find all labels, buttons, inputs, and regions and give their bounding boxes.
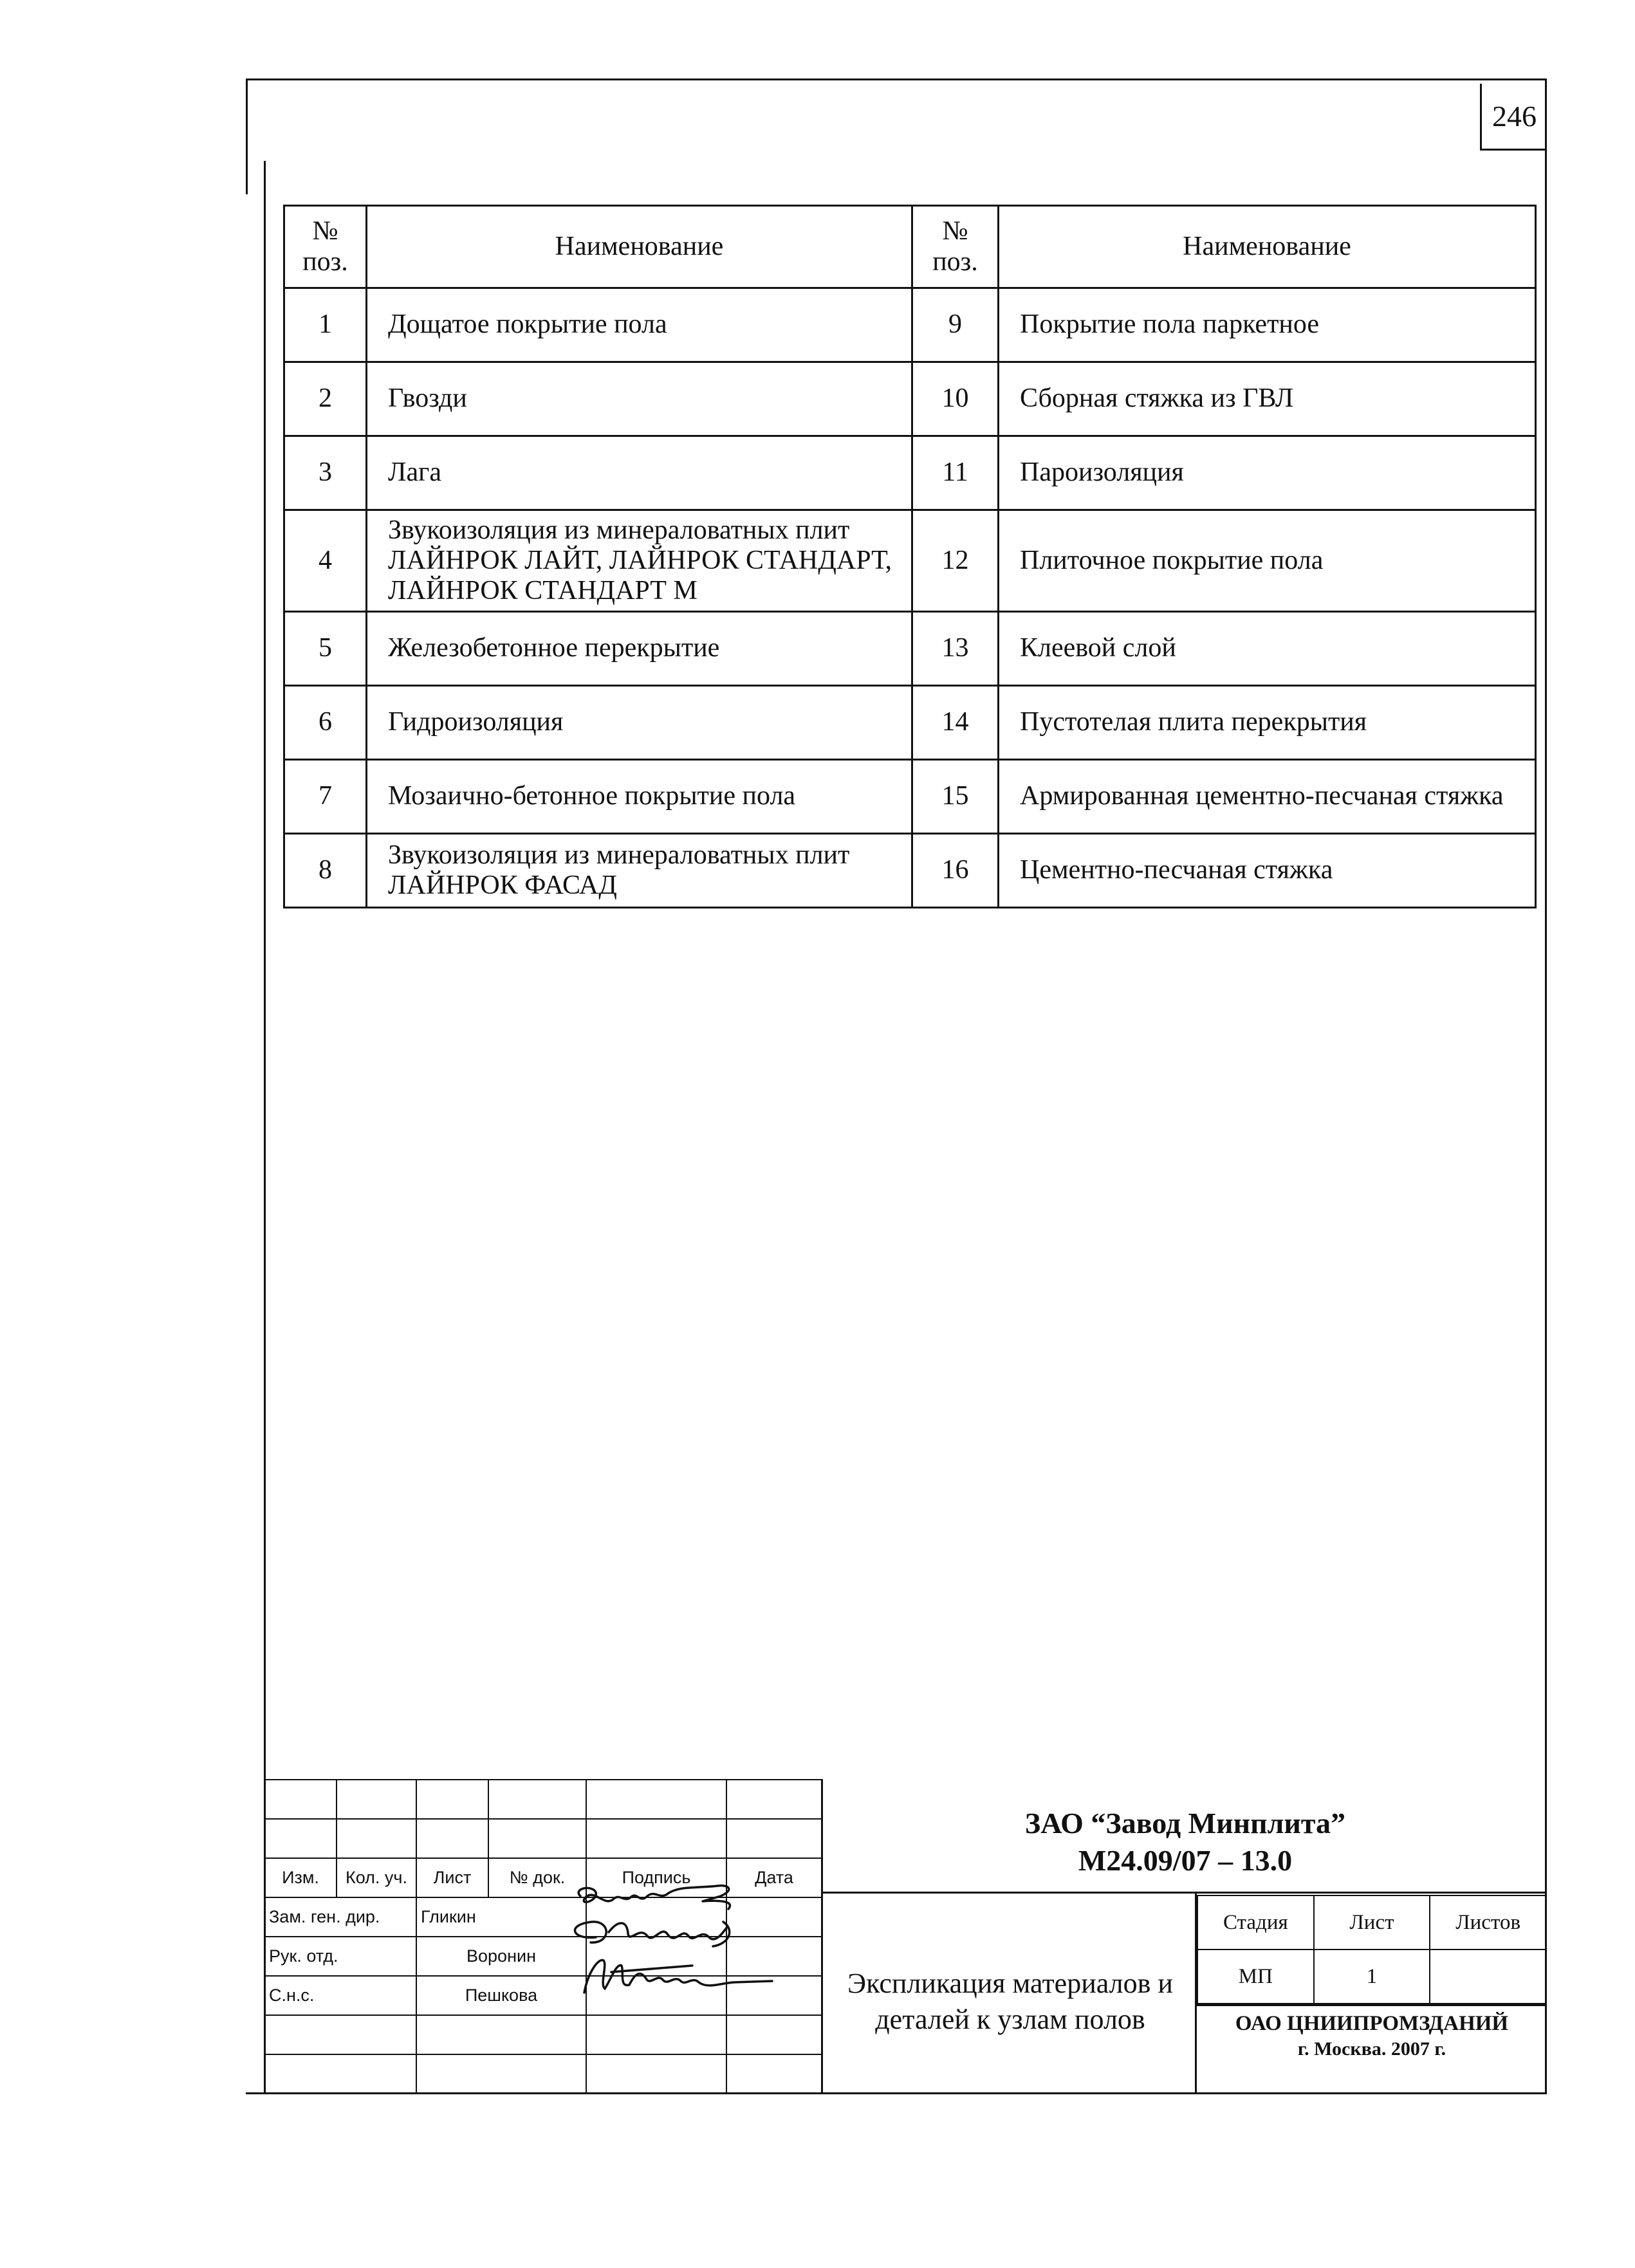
position-number: 1 — [284, 288, 367, 362]
table-row — [284, 686, 1536, 760]
person-name: Воронин — [416, 1937, 586, 1976]
stage-value-row — [1197, 1950, 1546, 2004]
page-number: 246 — [1480, 84, 1547, 151]
grid-row — [264, 1780, 822, 1819]
table-row — [284, 288, 1536, 362]
sheets-header: Листов — [1430, 1895, 1546, 1950]
divider-line — [1195, 2004, 1547, 2006]
header-pos: № поз. — [912, 206, 999, 288]
header-kol-uch: Кол. уч. — [337, 1858, 416, 1897]
header-name: Наименование — [999, 206, 1536, 288]
header-list: Лист — [416, 1858, 488, 1897]
item-name: Железобетонное перекрытие — [367, 612, 912, 686]
document-title: Экспликация материалов и деталей к узлам полов — [847, 1968, 1173, 2036]
signature-glikin — [578, 1886, 730, 1909]
org-name: ЗАО “Завод Минплита” — [1024, 1807, 1346, 1839]
grid-row — [264, 1819, 822, 1858]
item-name: Звукоизоляция из минераловатных плит ЛАЙНРОК ФАСАД — [367, 834, 912, 908]
position-number: 2 — [284, 362, 367, 436]
position-number: 13 — [912, 612, 999, 686]
table-row — [284, 612, 1536, 686]
position-number: 6 — [284, 686, 367, 760]
stage-header-row — [1197, 1895, 1546, 1950]
item-name: Клеевой слой — [999, 612, 1536, 686]
table-row — [284, 760, 1536, 834]
grid-row — [264, 2054, 822, 2094]
institute-name: ОАО ЦНИИПРОМЗДАНИЙ — [1235, 2012, 1509, 2035]
position-number: 7 — [284, 760, 367, 834]
signature-peshkova — [584, 1960, 772, 1993]
table-row — [284, 362, 1536, 436]
sheet-header: Лист — [1314, 1895, 1430, 1950]
item-name: Покрытие пола паркетное — [999, 288, 1536, 362]
stage-value: МП — [1197, 1950, 1314, 2004]
position-number: 11 — [912, 436, 999, 510]
position-number: 3 — [284, 436, 367, 510]
item-name: Звукоизоляция из минераловатных плит ЛАЙНРОК ЛАЙТ, ЛАЙНРОК СТАНДАРТ, ЛАЙНРОК СТАНДАРТ М — [367, 510, 912, 612]
item-name: Армированная цементно-песчаная стяжка — [999, 760, 1536, 834]
table-row — [284, 834, 1536, 908]
role-label: Рук. отд. — [264, 1937, 416, 1976]
item-name: Сборная стяжка из ГВЛ — [999, 362, 1536, 436]
stage-header: Стадия — [1197, 1895, 1314, 1950]
signature-voronin — [575, 1922, 730, 1946]
table-row — [284, 436, 1536, 510]
stage-info-table — [1197, 1895, 1547, 2004]
position-number: 16 — [912, 834, 999, 908]
header-no-dok: № док. — [488, 1858, 586, 1897]
header-data: Дата — [726, 1858, 822, 1897]
item-name: Цементно-песчаная стяжка — [999, 834, 1536, 908]
organization-title — [824, 1805, 1547, 1879]
frame-edge — [246, 78, 248, 194]
position-number: 14 — [912, 686, 999, 760]
table-header-row — [284, 206, 1536, 288]
item-name: Пустотелая плита перекрытия — [999, 686, 1536, 760]
city-year: г. Москва. 2007 г. — [1297, 2038, 1446, 2060]
item-name: Гидроизоляция — [367, 686, 912, 760]
person-name: Гликин — [416, 1897, 586, 1937]
divider-line — [821, 1892, 1547, 1894]
position-number: 8 — [284, 834, 367, 908]
item-name: Плиточное покрытие пола — [999, 510, 1536, 612]
role-label: С.н.с. — [264, 1976, 416, 2015]
header-pos: № поз. — [284, 206, 367, 288]
institute-block — [1197, 2011, 1547, 2061]
specification-table — [283, 205, 1537, 908]
handwritten-signatures — [566, 1882, 824, 2030]
sheets-value — [1430, 1950, 1546, 2004]
header-name: Наименование — [367, 206, 912, 288]
position-number: 10 — [912, 362, 999, 436]
title-block — [264, 1779, 1547, 2094]
item-name: Мозаично-бетонное покрытие пола — [367, 760, 912, 834]
person-name: Пешкова — [416, 1976, 586, 2015]
table-row — [284, 510, 1536, 612]
position-number: 15 — [912, 760, 999, 834]
role-label: Зам. ген. дир. — [264, 1897, 416, 1937]
position-number: 12 — [912, 510, 999, 612]
header-podpis: Подпись — [586, 1858, 726, 1897]
sheet-value: 1 — [1314, 1950, 1430, 2004]
position-number: 4 — [284, 510, 367, 612]
item-name: Гвозди — [367, 362, 912, 436]
header-izm: Изм. — [264, 1858, 337, 1897]
position-number: 5 — [284, 612, 367, 686]
position-number: 9 — [912, 288, 999, 362]
item-name: Дощатое покрытие пола — [367, 288, 912, 362]
item-name: Пароизоляция — [999, 436, 1536, 510]
document-code: М24.09/07 – 13.0 — [1078, 1843, 1293, 1877]
item-name: Лага — [367, 436, 912, 510]
